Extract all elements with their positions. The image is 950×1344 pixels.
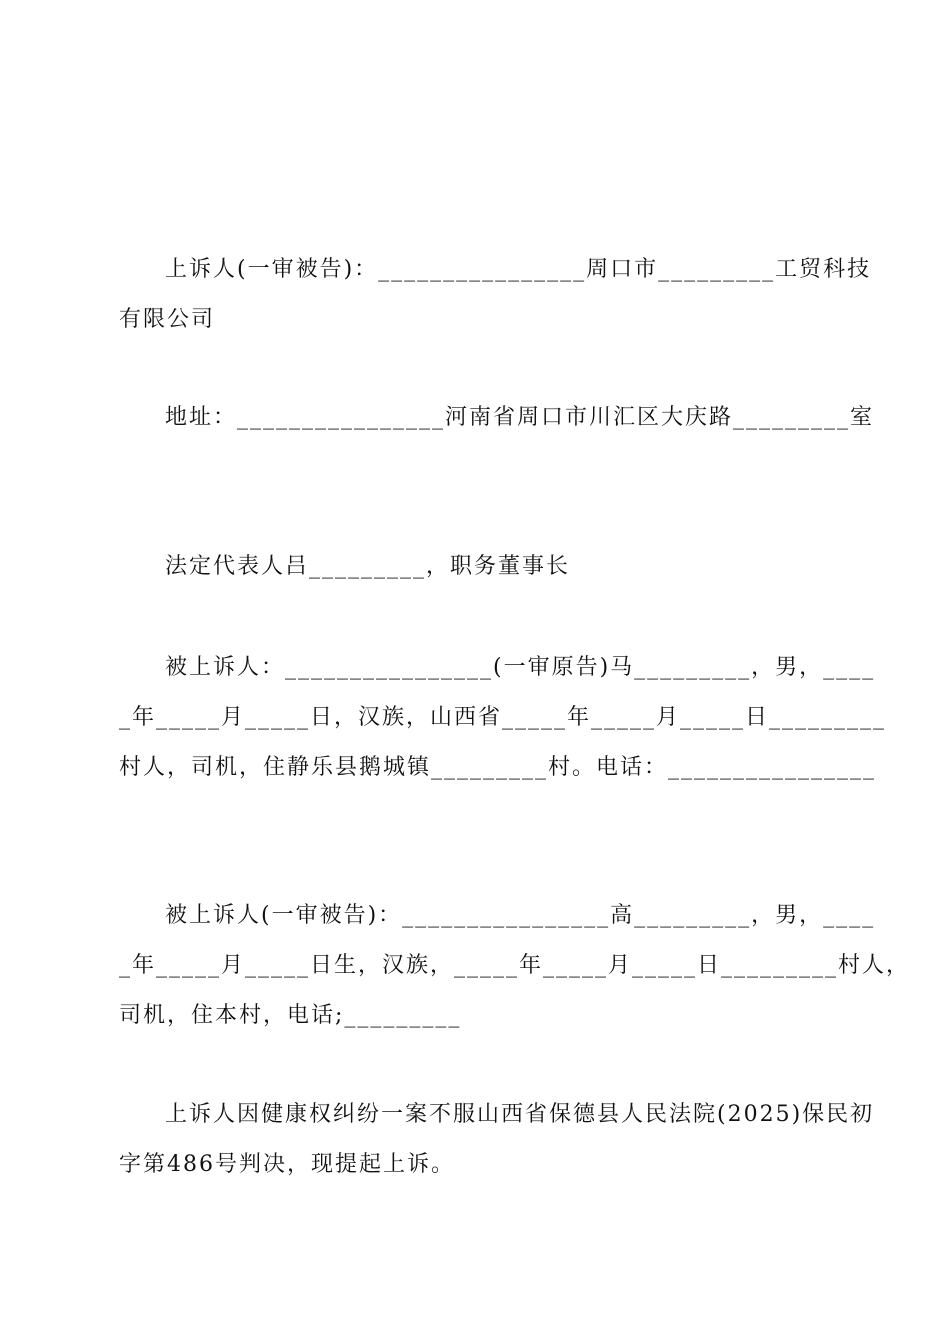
appellee-2-paragraph: [119, 891, 911, 1041]
appellee-1-line-2: _年_____月_____日，汉族，山西省_____年_____月_____日_________: [119, 705, 887, 730]
legal-rep-paragraph: [119, 542, 831, 592]
appellee-1-line-1: 被上诉人：________________(一审原告)马_________，男，____: [165, 655, 876, 680]
appellant-paragraph: [119, 245, 872, 345]
appellant-line-2: 有限公司: [119, 307, 216, 332]
appellee-2-line-1: 被上诉人(一审被告)：________________高_________，男，____: [165, 903, 876, 928]
legal-rep-line-1: 法定代表人吕_________，职务董事长: [165, 554, 571, 579]
appellee-2-line-3: 司机，住本村，电话;_________: [119, 1003, 462, 1028]
address-line-1: 地址：________________河南省周口市川汇区大庆路_________室: [165, 405, 875, 430]
statement-paragraph: [119, 1090, 875, 1190]
statement-line-1: 上诉人因健康权纠纷一案不服山西省保德县人民法院(2025)保民初: [165, 1102, 875, 1127]
address-paragraph: [119, 393, 875, 443]
appellee-1-paragraph: [119, 643, 887, 793]
appellant-line-1: 上诉人(一审被告)：________________周口市_________工贸科技: [165, 257, 872, 282]
appellee-2-line-2: _年_____月_____日生，汉族，_____年_____月_____日_________村人，: [119, 953, 911, 978]
statement-line-2: 字第486号判决，现提起上诉。: [119, 1152, 455, 1177]
appellee-1-line-3: 村人，司机，住静乐县鹅城镇_________村。电话：________________: [119, 755, 877, 780]
